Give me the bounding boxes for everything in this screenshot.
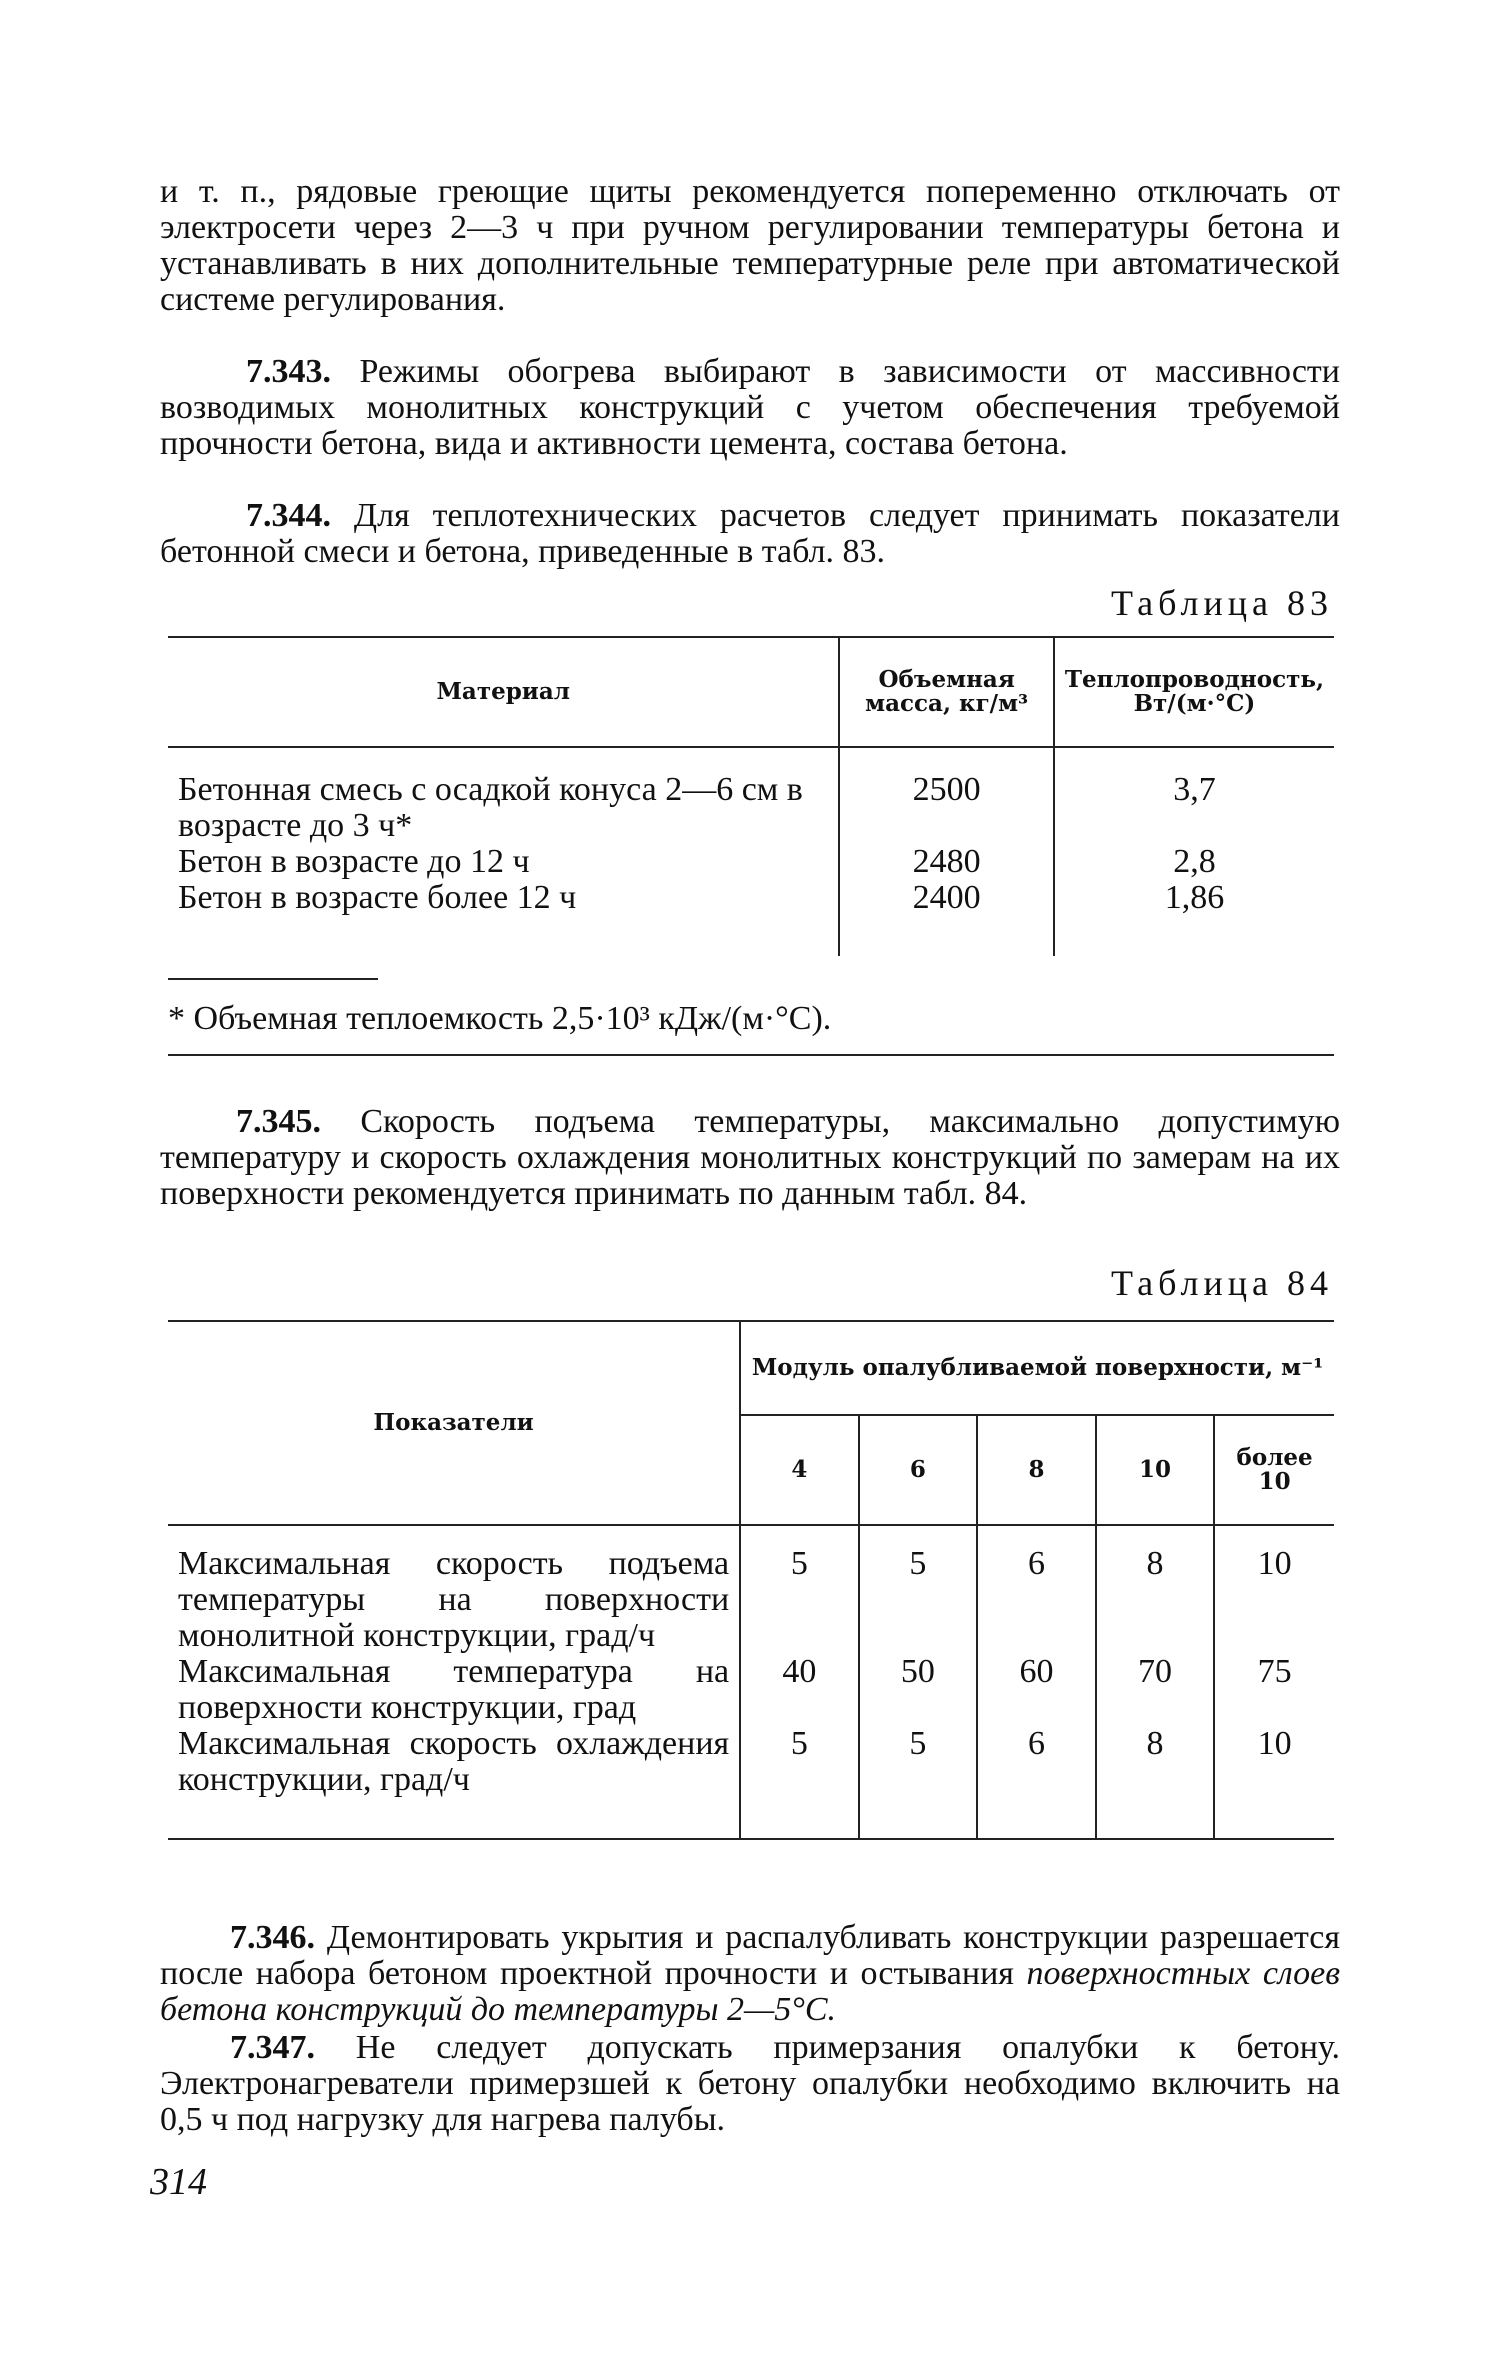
- paragraph-7-346-italic-text: поверхностных слоев бетона конструкций до температуры 2—5°C.: [160, 1955, 1341, 2028]
- table-84-cell: 6: [977, 1525, 1096, 1654]
- table-84-col-10: 10: [1096, 1415, 1215, 1525]
- table-84-cell: 10: [1214, 1726, 1334, 1839]
- table-83-cell-material: Бетон в возрасте более 12 ч: [178, 879, 577, 916]
- paragraph-7-343-text: Режимы обогрева выбирают в зависимости от массивности возводимых монолитных конструкций с учетом обеспечения требуемой прочности бетона, вида и активности цемента, состава бетона.: [160, 353, 1340, 462]
- paragraph-7-343: [160, 354, 1340, 462]
- table-84-cell: 5: [859, 1525, 978, 1654]
- table-83-header-conductivity: Теплопроводность, Вт/(м·°C): [1054, 637, 1334, 747]
- paragraph-7-344: [160, 498, 1340, 570]
- paragraph-7-346: [160, 1920, 1340, 2028]
- paragraph-7-346-text: Демонтировать укрытия и распалубливать конструкции разрешается после набора бетоном проектной прочности и остывания: [160, 1919, 1340, 1992]
- table-83-cell-conductivity: 3,7: [1054, 747, 1334, 844]
- paragraph-continuation-text: и т. п., рядовые греющие щиты рекомендуется попеременно отключать от электросети через 2—3 ч при ручном регулировании температуры бетона и устанавливать в них дополнительные температурные реле при автоматической системе регулирования.: [160, 173, 1340, 318]
- table-row: [168, 1525, 1334, 1654]
- table-row: [168, 880, 1334, 956]
- table-83-header-material: Материал: [436, 678, 570, 705]
- table-84-cell: 75: [1214, 1654, 1334, 1726]
- paragraph-7-347-text: Не следует допускать примерзания опалубки к бетону. Электронагреватели примерзшей к бетону опалубки необходимо включить на 0,5 ч под нагрузку для нагрева палубы.: [160, 2029, 1340, 2138]
- table-84-row-label: Максимальная скорость охлаждения конструкции, град/ч: [178, 1725, 730, 1798]
- table-84-cell: 10: [1214, 1525, 1334, 1654]
- table-84-col-more-10: более 10: [1214, 1415, 1334, 1525]
- paragraph-7-347: [160, 2030, 1340, 2138]
- table-84-col-6: 6: [859, 1415, 978, 1525]
- table-84-cell: 5: [740, 1525, 859, 1654]
- table-84-cell: 70: [1096, 1654, 1215, 1726]
- table-84-cell: 40: [740, 1654, 859, 1726]
- clause-number-7-343: 7.343.: [246, 353, 331, 390]
- table-row: [168, 1654, 1334, 1726]
- table-row: [168, 844, 1334, 880]
- page-number: 314: [150, 2161, 207, 2203]
- table-83-cell-conductivity: 2,8: [1054, 844, 1334, 880]
- paragraph-continuation: [160, 174, 1340, 318]
- table-84-cell: 5: [740, 1726, 859, 1839]
- table-84-cell: 5: [859, 1726, 978, 1839]
- table-row: [168, 747, 1334, 844]
- table-84-header-indicators: Показатели: [168, 1321, 740, 1525]
- table-84-cell: 8: [1096, 1726, 1215, 1839]
- table-83-cell-conductivity: 1,86: [1054, 880, 1334, 956]
- table-84-cell: 50: [859, 1654, 978, 1726]
- paragraph-7-344-text: Для теплотехнических расчетов следует принимать показатели бетонной смеси и бетона, приведенные в табл. 83.: [160, 497, 1340, 570]
- table-row: [168, 1726, 1334, 1839]
- table-83-header-density: Объемная масса, кг/м³: [839, 637, 1053, 747]
- table-84-row-label: Максимальная температура на поверхности конструкции, град: [178, 1653, 730, 1726]
- table-84: [168, 1320, 1334, 1840]
- paragraph-7-345: [160, 1104, 1340, 1212]
- table-84-col-8: 8: [977, 1415, 1096, 1525]
- table-83: [168, 636, 1334, 956]
- table-83-caption: Таблица 83: [1111, 583, 1333, 623]
- clause-number-7-346: 7.346.: [230, 1919, 315, 1956]
- paragraph-7-345-text: Скорость подъема температуры, максимально допустимую температуру и скорость охлаждения монолитных конструкций по замерам на их поверхности рекомендуется принимать по данным табл. 84.: [160, 1103, 1340, 1212]
- clause-number-7-345: 7.345.: [236, 1103, 321, 1140]
- table-84-cell: 8: [1096, 1525, 1215, 1654]
- table-84-caption: Таблица 84: [1111, 1263, 1333, 1303]
- clause-number-7-344: 7.344.: [246, 497, 331, 534]
- table-83-cell-density: 2480: [839, 844, 1053, 880]
- table-83-cell-material: Бетонная смесь с осадкой конуса 2—6 см в возрасте до 3 ч*: [178, 771, 803, 844]
- table-84-cell: 60: [977, 1654, 1096, 1726]
- table-83-footnote: * Объемная теплоемкость 2,5·10³ кДж/(м·°C).: [168, 1000, 832, 1037]
- clause-number-7-347: 7.347.: [230, 2029, 315, 2066]
- table-83-cell-material: Бетон в возрасте до 12 ч: [178, 843, 530, 880]
- table-84-col-4: 4: [740, 1415, 859, 1525]
- footnote-rule: [168, 978, 378, 980]
- table-84-header-group: Модуль опалубливаемой поверхности, м⁻¹: [740, 1321, 1334, 1415]
- table-83-cell-density: 2400: [839, 880, 1053, 956]
- table-84-row-label: Максимальная скорость подъема температуры на поверхности монолитной конструкции, град/ч: [178, 1545, 730, 1654]
- table-83-bottom-rule: [168, 1054, 1334, 1056]
- table-84-cell: 6: [977, 1726, 1096, 1839]
- table-83-cell-density: 2500: [839, 747, 1053, 844]
